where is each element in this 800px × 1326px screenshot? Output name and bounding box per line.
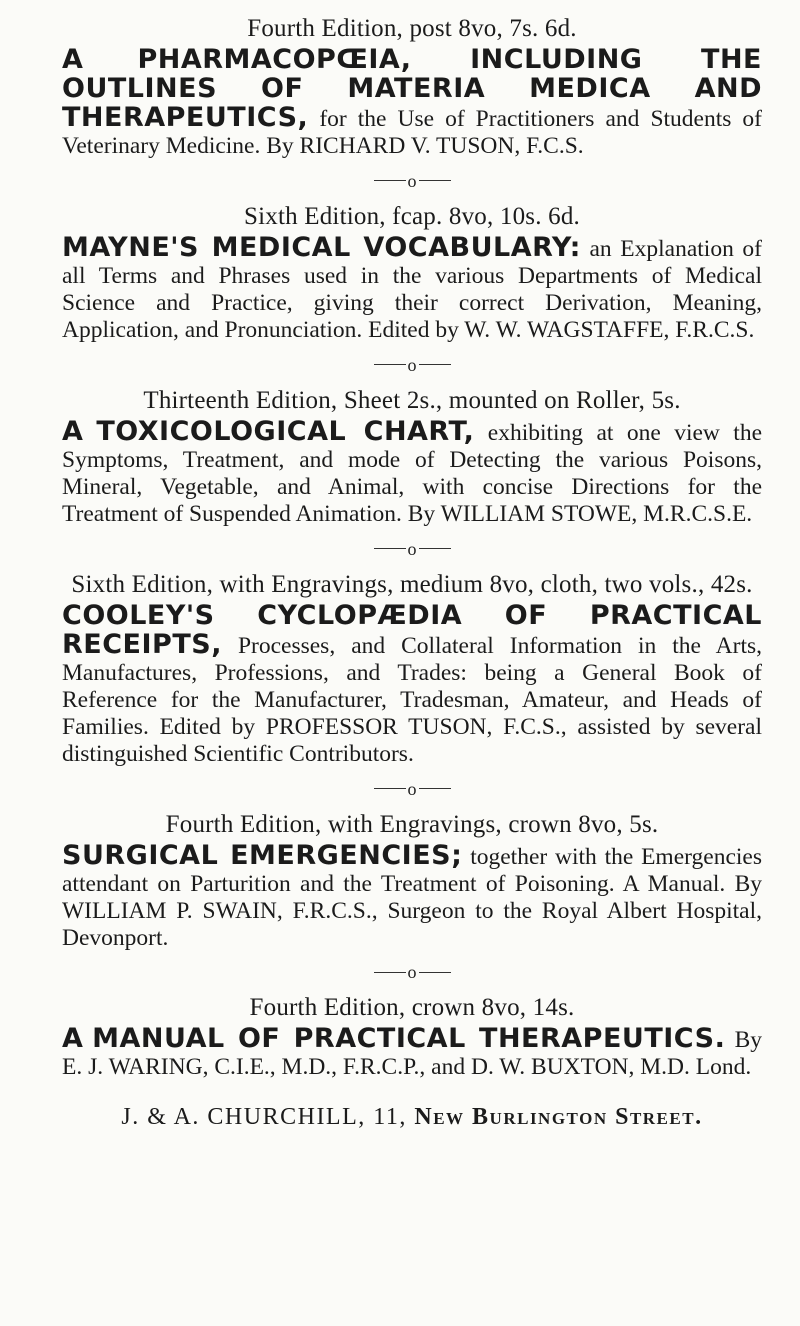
book-title: MANUAL OF PRACTICAL THERAPEUTICS. bbox=[92, 1023, 726, 1055]
edition-line: Fourth Edition, crown 8vo, 14s. bbox=[249, 994, 575, 1022]
title-lead: A bbox=[62, 44, 83, 75]
book-description: exhibiting at one view the Symptoms, Treatment, and mode of Detecting the various Poisons, Mineral, Vegetable, and Animal, with concise Directions for the Treatment of Suspended Animation. By WILLIAM STOWE, M.R.C.S.E. bbox=[62, 419, 763, 527]
entry-text bbox=[62, 599, 763, 768]
entry-text bbox=[62, 839, 762, 952]
edition-line: Sixth Edition, fcap. 8vo, 10s. 6d. bbox=[244, 202, 580, 230]
entry-text bbox=[62, 231, 762, 344]
edition-line: Sixth Edition, with Engravings, medium 8vo, cloth, two vols., 42s. bbox=[71, 570, 753, 598]
book-description: By E. J. WARING, C.I.E., M.D., F.R.C.P., and D. W. BUXTON, M.D. Lond. bbox=[62, 1027, 762, 1081]
book-description: for the Use of Practitioners and Students of Veterinary Medicine. By RICHARD V. TUSON, F.C.S. bbox=[62, 106, 762, 159]
edition-line: Fourth Edition, post 8vo, 7s. 6d. bbox=[247, 15, 577, 42]
book-title: SURGICAL EMERGENCIES; bbox=[62, 839, 463, 871]
edition-line: Thirteenth Edition, Sheet 2s., mounted on Roller, 5s. bbox=[143, 386, 681, 414]
title-lead: A bbox=[62, 1023, 83, 1055]
publisher-address: New Burlington Street. bbox=[414, 1104, 703, 1131]
entry-text bbox=[62, 46, 762, 160]
edition-line: Fourth Edition, with Engravings, crown 8vo, 5s. bbox=[165, 810, 659, 838]
separator: o bbox=[62, 536, 762, 560]
separator: o bbox=[62, 168, 762, 192]
separator: o bbox=[62, 776, 762, 800]
separator: o bbox=[62, 352, 762, 376]
book-list bbox=[62, 14, 762, 1131]
publisher-imprint bbox=[62, 1103, 762, 1131]
separator: o bbox=[62, 960, 762, 984]
publisher-name: J. & A. CHURCHILL, 11, bbox=[121, 1104, 407, 1131]
book-description: an Explanation of all Terms and Phrases used in the various Departments of Medical Science and Practice, giving their correct Derivation, Meaning, Application, and Pronunciation. Edited by W. W. WAGSTAFFE, F.R.C.S. bbox=[62, 235, 762, 343]
book-description: together with the Emergencies attendant on Parturition and the Treatment of Poisoning. A Manual. By WILLIAM P. SWAIN, F.R.C.S., Surgeon to the Royal Albert Hospital, Devonport. bbox=[62, 843, 762, 951]
book-title: MAYNE'S MEDICAL VOCABULARY: bbox=[62, 231, 581, 263]
book-entry-medical-vocabulary bbox=[62, 202, 762, 344]
book-entry-pharmacopoeia bbox=[62, 14, 762, 160]
title-lead: A bbox=[62, 415, 83, 447]
book-entry-surgical-emergencies bbox=[62, 810, 762, 952]
book-entry-cyclopaedia bbox=[62, 570, 762, 768]
entry-text bbox=[62, 415, 763, 528]
book-title: PHARMACOPŒIA, INCLUDING THE OUTLINES OF MATERIA MEDICA AND THERAPEUTICS, bbox=[62, 44, 762, 133]
book-entry-practical-therapeutics bbox=[62, 993, 762, 1081]
book-title: TOXICOLOGICAL CHART, bbox=[96, 415, 475, 447]
book-title: COOLEY'S CYCLOPÆDIA OF PRACTICAL RECEIPTS, bbox=[62, 599, 762, 660]
entry-text bbox=[62, 1025, 762, 1081]
book-entry-toxicological-chart bbox=[62, 386, 762, 528]
book-description: Processes, and Collateral Information in the Arts, Manufactures, Professions, and Trades: being a General Book of Reference for the Manufacturer, Tradesman, Amateur, and Heads of Families. Edited by PROFESSOR TUSON, F.C.S., assisted by several distinguished Scientific Contributors. bbox=[62, 632, 763, 767]
